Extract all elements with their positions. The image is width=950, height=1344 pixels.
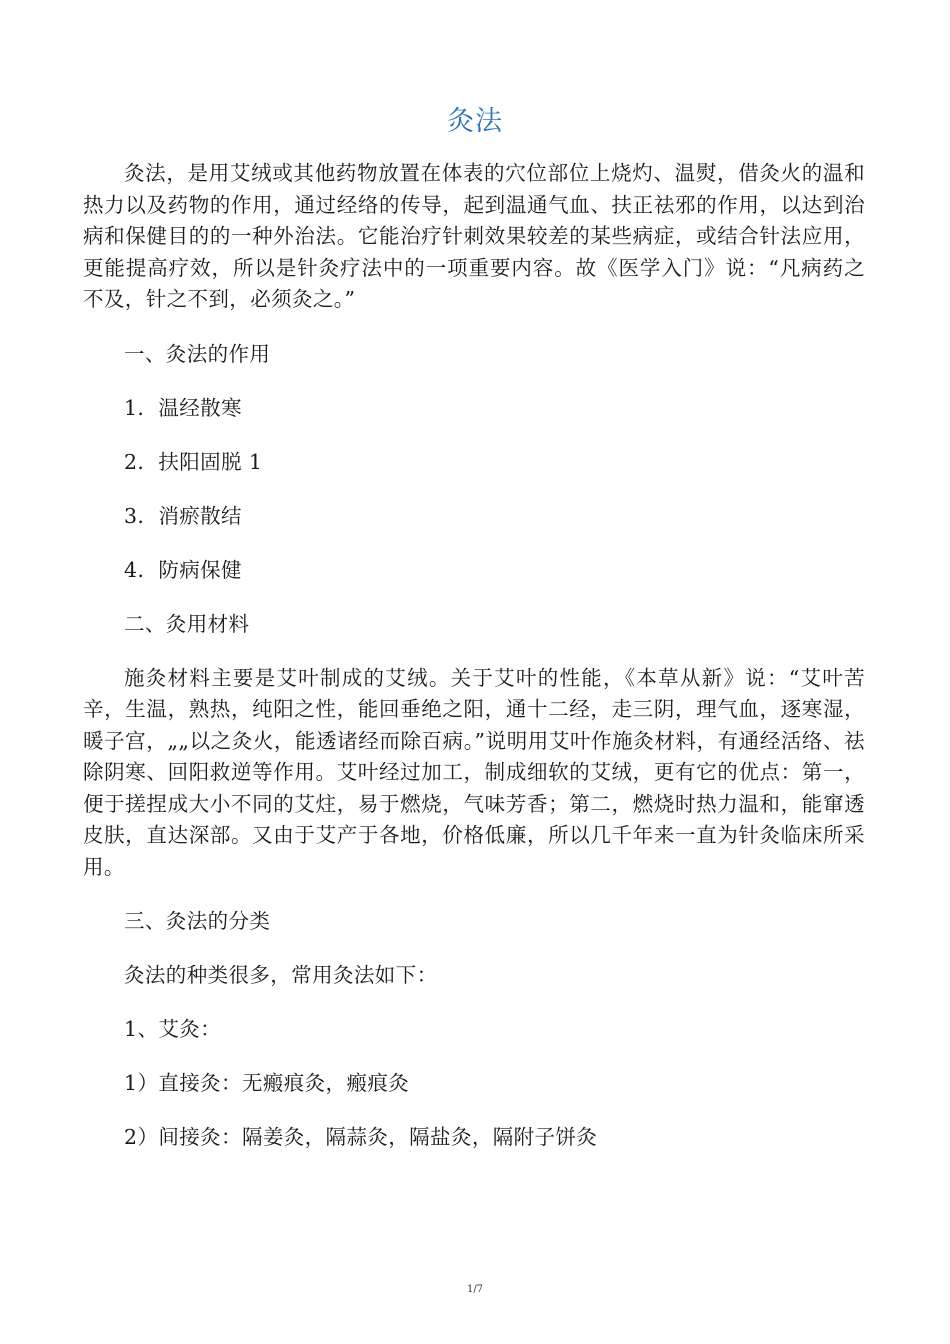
classification-lead: 灸法的种类很多，常用灸法如下： xyxy=(124,963,438,987)
list-item: 2．扶阳固脱 1 xyxy=(124,449,263,474)
page-indicator: 1/7 xyxy=(466,1284,484,1295)
section-heading-materials: 二、灸用材料 xyxy=(124,611,250,636)
sub-heading-moxa: 1、艾灸： xyxy=(124,1017,222,1041)
document-body xyxy=(83,158,865,1176)
materials-paragraph: 施灸材料主要是艾叶制成的艾绒。关于艾叶的性能，《本草从新》说：“艾叶苦辛，生温，熟热，纯阳之性，能回垂绝之阳，通十二经，走三阴，理气血，逐寒湿，暖子宫，„„以之灸火，能透诸经而除百病。”说明用艾叶作施灸材料，有通经活络、祛除阴寒、回阳救逆等作用。艾叶经过加工，制成细软的艾绒，更有它的优点：第一，便于搓捏成大小不同的艾炷，易于燃烧，气味芳香；第二，燃烧时热力温和，能窜透皮肤，直达深部。又由于艾产于各地，价格低廉，所以几千年来一直为针灸临床所采用。 xyxy=(83,665,865,879)
list-item: 1．温经散寒 xyxy=(124,395,242,420)
section-heading-classification: 三、灸法的分类 xyxy=(124,909,271,933)
list-item: 1）直接灸：无瘢痕灸，瘢痕灸 xyxy=(124,1071,410,1095)
section-heading-effects: 一、灸法的作用 xyxy=(124,341,271,366)
list-item: 2）间接灸：隔姜灸，隔蒜灸，隔盐灸，隔附子饼灸 xyxy=(124,1125,598,1149)
document-title: 灸法 xyxy=(447,106,503,137)
list-item: 4．防病保健 xyxy=(124,557,242,582)
intro-paragraph: 灸法，是用艾绒或其他药物放置在体表的穴位部位上烧灼、温熨，借灸火的温和热力以及药物的作用，通过经络的传导，起到温通气血、扶正祛邪的作用，以达到治病和保健目的的一种外治法。它能治疗针刺效果较差的某些病症，或结合针法应用，更能提高疗效，所以是针灸疗法中的一项重要内容。故《医学入门》说：“凡病药之不及，针之不到，必须灸之。” xyxy=(83,161,865,311)
list-item: 3．消瘀散结 xyxy=(124,503,242,528)
